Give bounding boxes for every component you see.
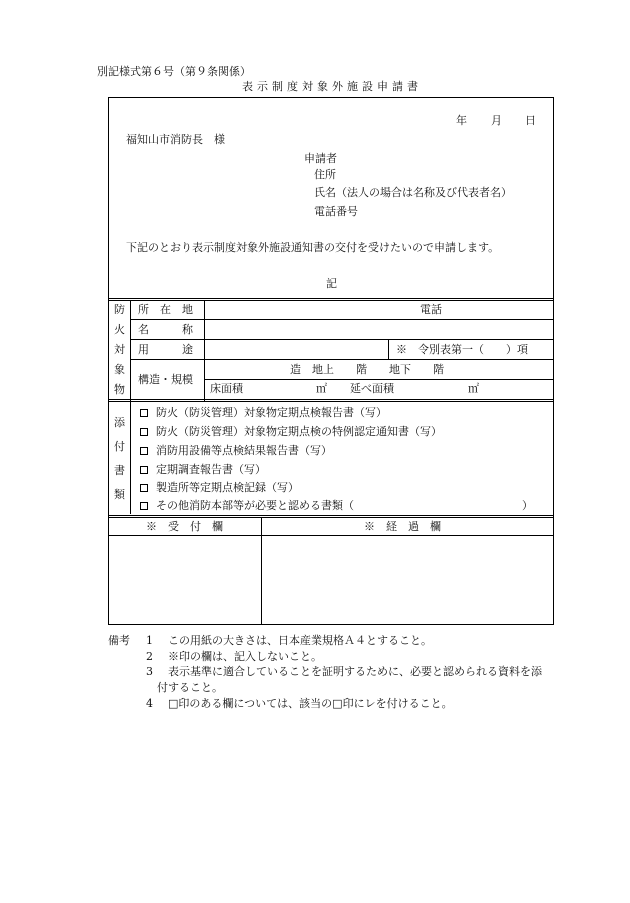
- attachment-checkbox[interactable]: [140, 502, 148, 510]
- attachment-item: 防火（防災管理）対象物定期点検の特例認定通知書（写）: [140, 425, 442, 439]
- applicant-label: 申請者: [304, 152, 337, 165]
- date-day: 日: [525, 114, 536, 127]
- attachments-side-char: 添: [114, 416, 125, 429]
- note-text: この用紙の大きさは、日本産業規格Ａ４とすること。: [168, 634, 432, 647]
- note-num: 2: [146, 650, 153, 663]
- row-line: [108, 535, 554, 536]
- applicant-address-label: 住所: [314, 168, 336, 181]
- name-label: 名 称: [138, 323, 193, 336]
- row-line: [204, 379, 554, 380]
- attachment-checkbox[interactable]: [140, 447, 148, 455]
- property-side-char: 対: [114, 343, 125, 356]
- structure-label: 構造・規模: [138, 373, 193, 386]
- side-column-divider: [130, 402, 131, 514]
- attachment-item: 防火（防災管理）対象物定期点検報告書（写）: [140, 406, 387, 420]
- form-title: 表示制度対象外施設申請書: [242, 80, 422, 93]
- attachment-item: 製造所等定期点検記録（写）: [140, 481, 299, 495]
- attachment-checkbox[interactable]: [140, 409, 148, 417]
- note-text: 表示基準に適合していることを証明するために、必要と認められる資料を添: [168, 665, 542, 678]
- note-num: 1: [146, 634, 153, 647]
- applicant-name-label: 氏名（法人の場合は名称及び代表者名）: [314, 186, 512, 199]
- use-note: ※ 令別表第一（ ）項: [396, 343, 528, 356]
- note-num: 4: [146, 697, 153, 710]
- date-month: 月: [491, 114, 502, 127]
- date-year: 年: [456, 114, 467, 127]
- property-side-char: 物: [114, 383, 125, 396]
- section-divider: [108, 515, 554, 518]
- attachment-checkbox[interactable]: [140, 484, 148, 492]
- ki-label: 記: [326, 277, 337, 290]
- floor-area-unit: ㎡: [316, 382, 327, 395]
- notes-label: 備考: [108, 634, 130, 647]
- attachment-item: その他消防本部等が必要と認める書類（: [140, 499, 354, 513]
- request-text: 下記のとおり表示制度対象外施設通知書の交付を受けたいので申請します。: [126, 241, 500, 254]
- attachment-checkbox[interactable]: [140, 428, 148, 436]
- use-note-divider: [388, 340, 389, 359]
- applicant-phone-label: 電話番号: [314, 205, 358, 218]
- total-area-label: 延べ面積: [350, 382, 394, 395]
- property-side-char: 防: [114, 303, 125, 316]
- attachment-other-close: ）: [522, 499, 533, 512]
- note-text: ※印の欄は、記入しないこと。: [168, 650, 322, 663]
- form-number: 別記様式第６号（第９条関係）: [97, 65, 251, 78]
- reception-box-label: ※ 受 付 欄: [146, 520, 223, 533]
- row-line: [130, 359, 554, 360]
- property-side-char: 象: [114, 363, 125, 376]
- attachments-side-char: 付: [114, 440, 125, 453]
- property-side-char: 火: [114, 323, 125, 336]
- use-label: 用 途: [138, 343, 193, 356]
- section-divider: [108, 298, 554, 301]
- progress-box-label: ※ 経 過 欄: [364, 520, 441, 533]
- location-phone-label: 電話: [420, 303, 442, 316]
- footer-column-divider: [261, 518, 262, 625]
- row-line: [130, 339, 554, 340]
- addressee: 福知山市消防長 様: [126, 133, 225, 146]
- note-text-continued: 付すること。: [157, 681, 223, 694]
- total-area-unit: ㎡: [468, 382, 479, 395]
- attachment-item: 定期調査報告書（写）: [140, 463, 266, 477]
- section-divider: [108, 399, 554, 402]
- label-column-divider: [204, 300, 205, 401]
- row-line: [130, 319, 554, 320]
- location-label: 所 在 地: [138, 303, 193, 316]
- note-text: □印のある欄については、該当の□印にレを付けること。: [168, 697, 453, 710]
- attachment-checkbox[interactable]: [140, 466, 148, 474]
- note-num: 3: [146, 665, 153, 678]
- attachments-side-char: 書: [114, 464, 125, 477]
- structure-line: 造 地上 階 地下 階: [290, 363, 444, 376]
- side-column-divider: [130, 300, 131, 401]
- attachment-item: 消防用設備等点検結果報告書（写）: [140, 444, 332, 458]
- attachments-side-char: 類: [114, 488, 125, 501]
- floor-area-label: 床面積: [210, 382, 243, 395]
